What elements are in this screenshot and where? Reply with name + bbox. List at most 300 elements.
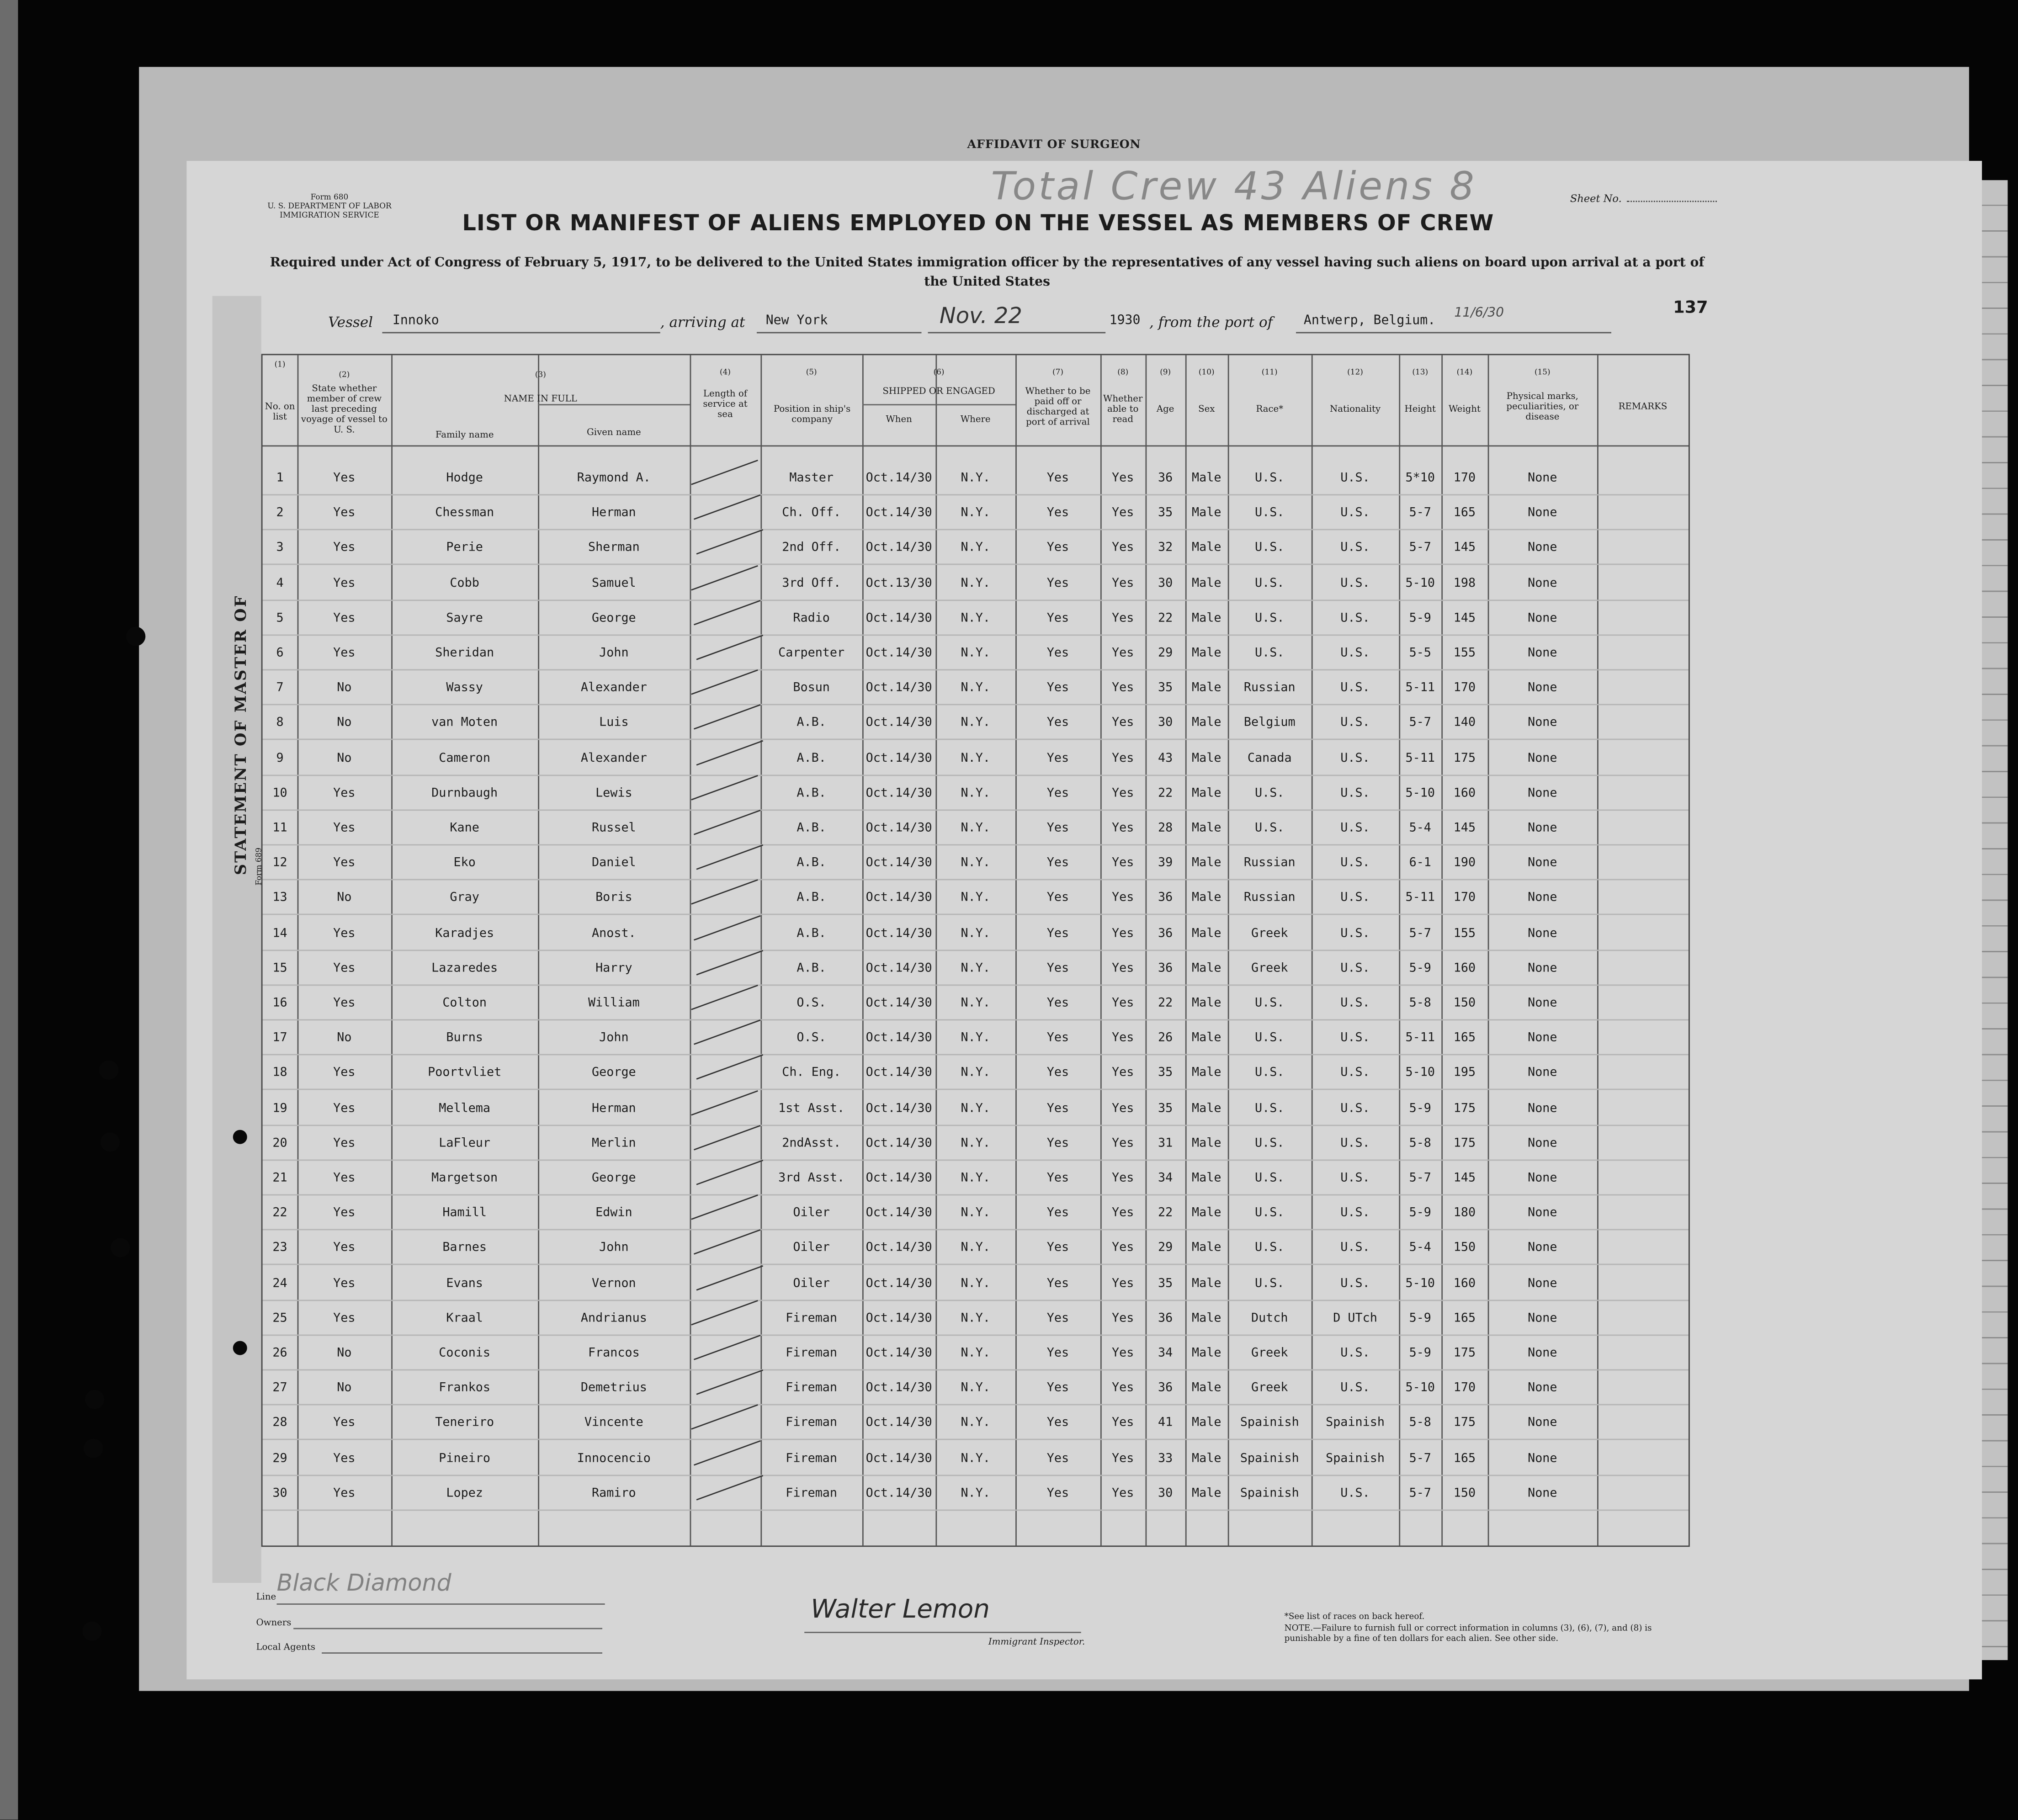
cell-read: Yes [1112,821,1134,835]
cell-paid: Yes [1046,1031,1069,1045]
cell-position: Ch. Off. [782,506,841,520]
pencil-check-mark [696,845,764,870]
table-row [263,781,1689,804]
cell-age: 36 [1158,926,1173,940]
cell-weight: 145 [1453,821,1476,835]
cell-family: Cameron [439,751,491,765]
cell-nat: U.S. [1340,961,1370,976]
header-shipped-group: SHIPPED OR ENGAGED [882,386,995,397]
cell-race: U.S. [1255,646,1285,660]
vessel-name: Innoko [392,314,439,329]
header-when: When [886,414,912,425]
cell-sex: Male [1192,891,1221,905]
cell-where: N.Y. [961,786,990,801]
cell-where: N.Y. [961,1486,990,1501]
cell-no: 6 [276,646,284,660]
pencil-check-mark [696,1475,764,1500]
cell-read: Yes [1112,1101,1134,1115]
table-row [263,1411,1689,1434]
cell-weight: 145 [1453,611,1476,626]
cell-age: 35 [1158,506,1173,520]
owners-label: Owners [256,1618,292,1628]
cell-position: Oiler [793,1276,830,1290]
header-given-name: Given name [587,427,641,438]
cell-prev: Yes [333,1206,356,1220]
cell-age: 36 [1158,471,1173,485]
cell-family: Hodge [446,471,483,485]
arrival-year: 1930 [1109,314,1141,329]
footnote-penalty: NOTE.—Failure to furnish full or correct information in columns (3), (6), (7), and (8) is punishable by a fine of ten dollars for each alien. See other side. [1284,1623,1652,1644]
cell-nat: U.S. [1340,1136,1370,1151]
cell-sex: Male [1192,786,1221,801]
cell-where: N.Y. [961,646,990,660]
cell-position: 3rd Asst. [778,1171,845,1185]
cell-when: Oct.14/30 [866,751,932,765]
cell-marks: None [1528,1101,1557,1115]
cell-weight: 198 [1453,576,1476,590]
pencil-check-mark [694,1335,761,1360]
cell-no: 24 [272,1276,287,1290]
cell-age: 35 [1158,1101,1173,1115]
header-able-read: Whether able to read [1103,393,1143,425]
table-row [263,711,1689,734]
cell-where: N.Y. [961,926,990,940]
cell-when: Oct.14/30 [866,996,932,1010]
cell-sex: Male [1192,506,1221,520]
cell-family: Mellema [439,1101,491,1115]
cell-sex: Male [1192,541,1221,555]
cell-prev: Yes [333,1276,356,1290]
cell-weight: 170 [1453,1381,1476,1396]
cell-read: Yes [1112,996,1134,1010]
cell-where: N.Y. [961,611,990,626]
header-paid-off: Whether to be paid off or discharged at port of arrival [1025,386,1091,428]
cell-position: Master [789,471,834,485]
cell-prev: No [337,751,352,765]
cell-where: N.Y. [961,506,990,520]
cell-read: Yes [1112,1031,1134,1045]
cell-race: Spainish [1240,1486,1299,1501]
cell-prev: Yes [333,786,356,801]
cell-given: Harry [595,961,632,976]
cell-weight: 170 [1453,471,1476,485]
cell-height: 5-10 [1405,786,1435,801]
cell-sex: Male [1192,1206,1221,1220]
cell-given: George [592,611,636,626]
table-row [263,1061,1689,1084]
cell-paid: Yes [1046,1311,1069,1326]
cell-paid: Yes [1046,856,1069,870]
col-num-8: (8) [1117,368,1129,377]
cell-paid: Yes [1046,1276,1069,1290]
col-num-15: (15) [1534,368,1551,377]
cell-age: 36 [1158,891,1173,905]
cell-prev: No [337,716,352,730]
cell-given: Alexander [580,751,647,765]
cell-where: N.Y. [961,1346,990,1360]
table-row [263,1271,1689,1294]
cell-given: Andrianus [580,1311,647,1326]
col-num-11: (11) [1261,368,1278,377]
cell-family: Wassy [446,681,483,695]
cell-given: Herman [592,1101,636,1115]
cell-where: N.Y. [961,541,990,555]
table-row [263,956,1689,979]
cell-given: Francos [588,1346,640,1360]
pencil-check-mark [691,880,758,905]
cell-paid: Yes [1046,1486,1069,1501]
cell-age: 29 [1158,1241,1173,1255]
cell-weight: 175 [1453,1136,1476,1151]
cell-when: Oct.14/30 [866,611,932,626]
cell-nat: U.S. [1340,1206,1370,1220]
pencil-check-mark [694,1440,761,1465]
cell-age: 22 [1158,996,1173,1010]
cell-marks: None [1528,471,1557,485]
cell-paid: Yes [1046,926,1069,940]
cell-race: U.S. [1255,1206,1285,1220]
cell-position: A.B. [797,786,826,801]
cell-family: Kane [450,821,479,835]
cell-position: 1st Asst. [778,1101,845,1115]
pencil-check-mark [694,1125,761,1150]
cell-age: 22 [1158,1206,1173,1220]
cell-position: Fireman [786,1311,838,1326]
cell-paid: Yes [1046,681,1069,695]
cell-no: 3 [276,541,284,555]
cell-when: Oct.14/30 [866,716,932,730]
cell-read: Yes [1112,541,1134,555]
cell-given: John [599,646,629,660]
cell-nat: U.S. [1340,1241,1370,1255]
cell-family: Kraal [446,1311,483,1326]
cell-age: 35 [1158,1276,1173,1290]
cell-read: Yes [1112,471,1134,485]
cell-no: 8 [276,716,284,730]
cell-height: 5-7 [1409,1171,1431,1185]
cell-position: A.B. [797,751,826,765]
cell-age: 39 [1158,856,1173,870]
cell-race: U.S. [1255,1101,1285,1115]
cell-prev: Yes [333,856,356,870]
cell-prev: Yes [333,996,356,1010]
header-position: Position in ship's company [773,404,851,425]
cell-prev: Yes [333,1066,356,1080]
cell-paid: Yes [1046,1136,1069,1151]
cell-marks: None [1528,576,1557,590]
cell-age: 28 [1158,821,1173,835]
cell-height: 5-8 [1409,1136,1431,1151]
cell-age: 26 [1158,1031,1173,1045]
cell-given: Luis [599,716,629,730]
pencil-check-mark [694,810,761,835]
cell-age: 36 [1158,961,1173,976]
cell-read: Yes [1112,1486,1134,1501]
cell-given: Anost. [592,926,636,940]
cell-read: Yes [1112,961,1134,976]
cell-family: Chessman [435,506,494,520]
cell-nat: U.S. [1340,926,1370,940]
form-identifier [257,193,401,220]
cell-given: Innocencio [577,1451,651,1465]
table-row [263,1026,1689,1049]
cell-marks: None [1528,1276,1557,1290]
cell-where: N.Y. [961,681,990,695]
cell-read: Yes [1112,786,1134,801]
cell-given: Sherman [588,541,640,555]
cell-weight: 165 [1453,1031,1476,1045]
cell-when: Oct.14/30 [866,646,932,660]
cell-given: Vernon [592,1276,636,1290]
cell-given: Daniel [592,856,636,870]
cell-family: Perie [446,541,483,555]
cell-paid: Yes [1046,471,1069,485]
cell-where: N.Y. [961,1171,990,1185]
pencil-check-mark [691,1300,758,1325]
cell-position: A.B. [797,716,826,730]
cell-race: U.S. [1255,541,1285,555]
cell-read: Yes [1112,1276,1134,1290]
cell-age: 35 [1158,1066,1173,1080]
punch-hole [82,1622,101,1641]
table-row [263,641,1689,664]
cell-age: 36 [1158,1381,1173,1396]
cell-weight: 140 [1453,716,1476,730]
cell-marks: None [1528,1171,1557,1185]
cell-age: 43 [1158,751,1173,765]
cell-race: U.S. [1255,471,1285,485]
cell-position: Fireman [786,1381,838,1396]
handwritten-crew-total: Total Crew 43 Aliens 8 [991,164,1477,210]
cell-no: 17 [272,1031,287,1045]
cell-age: 32 [1158,541,1173,555]
punch-hole [101,1132,120,1151]
cell-position: Fireman [786,1346,838,1360]
cell-position: O.S. [797,1031,826,1045]
cell-weight: 160 [1453,786,1476,801]
page-title: LIST OR MANIFEST OF ALIENS EMPLOYED ON THE VESSEL AS MEMBERS OF CREW [462,211,1494,237]
cell-prev: Yes [333,961,356,976]
table-row [263,1166,1689,1189]
cell-marks: None [1528,611,1557,626]
cell-sex: Male [1192,646,1221,660]
cell-paid: Yes [1046,1066,1069,1080]
cell-given: Edwin [595,1206,632,1220]
cell-weight: 165 [1453,506,1476,520]
cell-when: Oct.14/30 [866,1276,932,1290]
cell-marks: None [1528,1416,1557,1431]
cell-nat: U.S. [1340,1171,1370,1185]
cell-race: Canada [1247,751,1292,765]
cell-sex: Male [1192,1101,1221,1115]
affidavit-title: AFFIDAVIT OF SURGEON [967,139,1141,152]
cell-height: 5-11 [1405,681,1435,695]
cell-where: N.Y. [961,891,990,905]
cell-where: N.Y. [961,1031,990,1045]
cell-nat: U.S. [1340,1031,1370,1045]
cell-given: Russel [592,821,636,835]
cell-weight: 175 [1453,751,1476,765]
cell-no: 11 [272,821,287,835]
cell-marks: None [1528,681,1557,695]
cell-given: Raymond A. [577,471,651,485]
cell-marks: None [1528,786,1557,801]
header-height: Height [1404,404,1436,414]
cell-read: Yes [1112,1066,1134,1080]
pencil-check-mark [696,530,764,555]
cell-where: N.Y. [961,1066,990,1080]
cell-age: 35 [1158,681,1173,695]
cell-paid: Yes [1046,1381,1069,1396]
col-num-7: (7) [1052,368,1063,377]
pencil-check-mark [691,985,758,1010]
crew-table [261,354,1690,1547]
cell-when: Oct.14/30 [866,891,932,905]
cell-height: 5-11 [1405,891,1435,905]
cell-marks: None [1528,541,1557,555]
cell-given: Samuel [592,576,636,590]
cell-nat: U.S. [1340,751,1370,765]
table-row [263,1201,1689,1224]
cell-marks: None [1528,1066,1557,1080]
cell-no: 12 [272,856,287,870]
cell-paid: Yes [1046,506,1069,520]
sheet-number-label: Sheet No. [1570,193,1622,205]
col-num-9: (9) [1160,368,1171,377]
col-num-12: (12) [1347,368,1363,377]
cell-height: 5-4 [1409,1241,1431,1255]
pencil-check-mark [691,670,758,695]
cell-sex: Male [1192,611,1221,626]
col-num-3: (3) [535,371,546,380]
punch-hole [84,1439,103,1458]
cell-race: Spainish [1240,1451,1299,1465]
cell-race: U.S. [1255,996,1285,1010]
cell-when: Oct.13/30 [866,576,932,590]
cell-nat: U.S. [1340,471,1370,485]
cell-when: Oct.14/30 [866,1311,932,1326]
cell-when: Oct.14/30 [866,961,932,976]
cell-marks: None [1528,1381,1557,1396]
cell-when: Oct.14/30 [866,856,932,870]
cell-weight: 145 [1453,1171,1476,1185]
cell-sex: Male [1192,681,1221,695]
header-weight: Weight [1449,404,1481,414]
col-num-5: (5) [806,368,817,377]
cell-read: Yes [1112,856,1134,870]
header-sex: Sex [1198,404,1215,414]
pencil-check-mark [694,705,761,730]
cell-no: 19 [272,1101,287,1115]
cell-race: U.S. [1255,1171,1285,1185]
cell-race: U.S. [1255,1136,1285,1151]
cell-nat: U.S. [1340,1381,1370,1396]
cell-sex: Male [1192,1241,1221,1255]
cell-weight: 165 [1453,1451,1476,1465]
cell-where: N.Y. [961,1311,990,1326]
cell-no: 10 [272,786,287,801]
table-row [263,991,1689,1014]
pencil-check-mark [691,775,758,800]
cell-read: Yes [1112,576,1134,590]
cell-position: Bosun [793,681,830,695]
line-label: Line [256,1592,276,1602]
margin-vertical-label: STATEMENT OF MASTER OF [231,594,250,876]
cell-no: 22 [272,1206,287,1220]
arriving-label: , arriving at [660,314,745,331]
cell-nat: U.S. [1340,996,1370,1010]
cell-given: Demetrius [580,1381,647,1396]
table-row [263,1096,1689,1119]
cell-read: Yes [1112,1206,1134,1220]
cell-read: Yes [1112,926,1134,940]
cell-marks: None [1528,1311,1557,1326]
cell-when: Oct.14/30 [866,1101,932,1115]
cell-paid: Yes [1046,1241,1069,1255]
table-row [263,571,1689,594]
cell-no: 18 [272,1066,287,1080]
cell-when: Oct.14/30 [866,506,932,520]
cell-height: 6-1 [1409,856,1431,870]
cell-weight: 150 [1453,1241,1476,1255]
local-agents-label: Local Agents [256,1642,316,1653]
arrival-date: Nov. 22 [939,303,1022,329]
inspector-signature: Walter Lemon [811,1593,990,1624]
cell-position: 2ndAsst. [782,1136,841,1151]
cell-when: Oct.14/30 [866,1346,932,1360]
cell-position: Fireman [786,1451,838,1465]
cell-position: Ch. Eng. [782,1066,841,1080]
cell-no: 20 [272,1136,287,1151]
cell-age: 34 [1158,1346,1173,1360]
cell-position: A.B. [797,856,826,870]
cell-marks: None [1528,1031,1557,1045]
cell-prev: Yes [333,926,356,940]
cell-weight: 170 [1453,681,1476,695]
cell-family: van Moten [431,716,498,730]
cell-prev: No [337,891,352,905]
cell-height: 5-7 [1409,1451,1431,1465]
cell-marks: None [1528,1346,1557,1360]
from-port-label: , from the port of [1149,314,1273,331]
cell-given: Merlin [592,1136,636,1151]
cell-no: 16 [272,996,287,1010]
cell-prev: Yes [333,821,356,835]
cell-family: Gray [450,891,479,905]
cell-sex: Male [1192,1031,1221,1045]
cell-marks: None [1528,926,1557,940]
header-no: No. on list [265,401,295,422]
cell-height: 5-11 [1405,751,1435,765]
cell-family: Sheridan [435,646,494,660]
cell-weight: 160 [1453,961,1476,976]
pencil-check-mark [694,915,761,940]
table-row [263,1341,1689,1364]
cell-sex: Male [1192,1171,1221,1185]
line-value: Black Diamond [276,1570,451,1597]
cell-prev: Yes [333,541,356,555]
cell-nat: U.S. [1340,856,1370,870]
cell-sex: Male [1192,926,1221,940]
cell-where: N.Y. [961,716,990,730]
cell-no: 9 [276,751,284,765]
cell-marks: None [1528,891,1557,905]
pencil-check-mark [691,460,758,485]
col-num-4: (4) [720,368,731,377]
cell-given: George [592,1066,636,1080]
cell-marks: None [1528,996,1557,1010]
cell-sex: Male [1192,1416,1221,1431]
